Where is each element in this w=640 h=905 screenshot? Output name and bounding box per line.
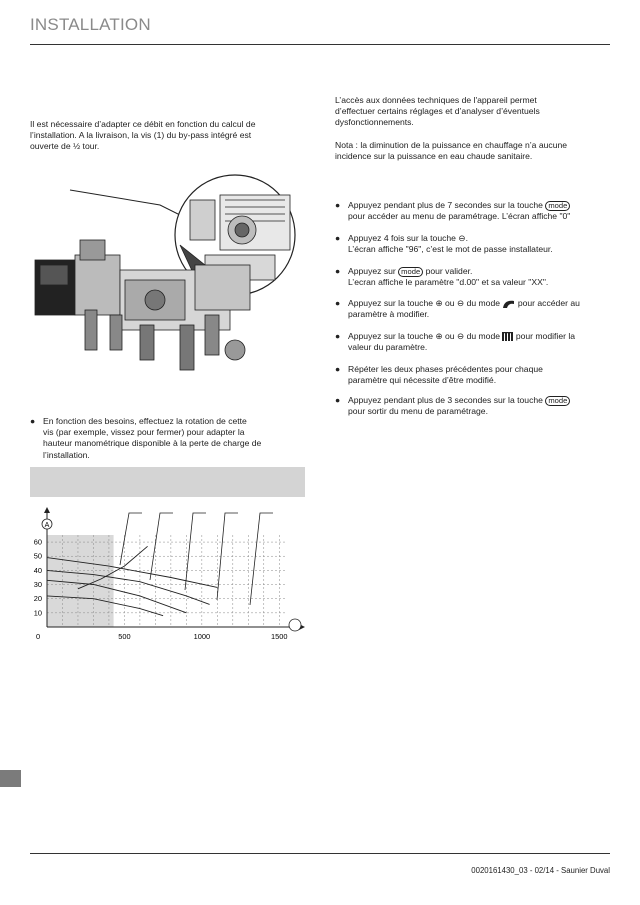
- y-tick-label: 50: [33, 551, 42, 561]
- footer-rule: [30, 853, 610, 854]
- y-tick-label: 20: [33, 594, 42, 604]
- y-axis-arrow: [44, 507, 50, 513]
- note-line: incidence sur la puissance en eau chaude sanitaire.: [335, 151, 533, 162]
- mode-key-icon: mode: [545, 396, 570, 406]
- section-title: INSTALLATION: [30, 15, 151, 34]
- bullet-dot: ●: [335, 266, 341, 276]
- step-text: valeur du paramètre.: [348, 342, 428, 353]
- step-text: L’écran affiche "96", c’est le mot de passe installateur.: [348, 244, 553, 255]
- side-tab-marker: [0, 770, 21, 787]
- step-text: pour accéder au menu de paramétrage. L’écran affiche "0": [348, 211, 571, 222]
- note-line: Nota : la diminution de la puissance en chauffage n’a aucune: [335, 140, 568, 150]
- x-axis-marker: [289, 619, 301, 631]
- minus-key-icon: ⊖: [456, 298, 465, 308]
- step-text: paramètre à modifier.: [348, 309, 430, 320]
- step-line: [348, 395, 628, 406]
- right-intro-line: d’effectuer certains réglages et d’analyser d’éventuels: [335, 106, 540, 117]
- bullet-line: l’installation.: [43, 449, 90, 460]
- pump-curve-chart: [25, 505, 310, 645]
- step-line: [348, 266, 628, 277]
- step-text: pour modifier la: [515, 331, 576, 341]
- step-text: du mode: [466, 331, 501, 341]
- footer-text: 0020161430_03 - 02/14 - Saunier Duval: [471, 866, 610, 875]
- step-text: Appuyez sur la touche: [348, 298, 434, 308]
- heating-mode-icon: [502, 299, 515, 309]
- step-text: ou: [445, 331, 455, 341]
- y-tick-label: 30: [33, 580, 42, 590]
- step-text: Appuyez sur la touche: [348, 331, 434, 341]
- step-text: du mode: [466, 298, 501, 308]
- step-line: Appuyez 4 fois sur la touche ⊖.: [348, 233, 468, 243]
- step-text: L’ecran affiche le paramètre "d.00" et sa valeur "XX".: [348, 277, 549, 288]
- bullet-adjust: [30, 416, 313, 461]
- bullet-dot: ●: [335, 233, 341, 243]
- step-1: [335, 200, 628, 222]
- left-intro: [30, 119, 256, 153]
- left-intro-line: ouverte de ½ tour.: [30, 141, 100, 152]
- x-tick-label: 0: [35, 632, 41, 641]
- y-tick-label: 60: [33, 537, 42, 547]
- y-tick-label: 40: [33, 565, 42, 575]
- step-text: Répéter les deux phases précédentes pour chaque: [348, 364, 543, 374]
- plus-key-icon: ⊕: [435, 331, 443, 341]
- bullet-dot: ●: [335, 298, 341, 308]
- step-6: [335, 364, 628, 386]
- step-line: [348, 298, 628, 309]
- left-intro-line: l’installation. A la livraison, la vis (1) du by-pass intégré est: [30, 130, 252, 141]
- step-text: Appuyez pendant plus de 7 secondes sur la touche: [348, 200, 543, 210]
- step-line: [348, 331, 628, 342]
- step-7: [335, 395, 628, 417]
- chart-caption-box: [30, 467, 305, 497]
- step-text: Appuyez sur: [348, 266, 396, 276]
- bullet-dot: ●: [30, 416, 36, 426]
- bullet-dot: ●: [335, 200, 341, 210]
- step-text: ou: [445, 298, 455, 308]
- x-tick-label: 500: [118, 632, 131, 641]
- bullet-dot: ●: [335, 331, 341, 341]
- step-text: pour accéder au: [517, 298, 580, 308]
- right-intro-line: L’accès aux données techniques de l'appareil permet: [335, 95, 537, 105]
- header-rule: [30, 44, 610, 45]
- bullet-dot: ●: [335, 395, 341, 405]
- bullet-dot: ●: [335, 364, 341, 374]
- step-text: pour sortir du menu de paramétrage.: [348, 406, 488, 417]
- y-tick-label: 10: [33, 608, 42, 618]
- callout-line: [150, 513, 173, 580]
- bypass-valve-illustration: [30, 165, 310, 380]
- mode-key-icon: mode: [545, 201, 570, 211]
- bullet-line: hauteur manométrique disponible à la perte de charge de: [43, 438, 262, 449]
- step-4: [335, 298, 628, 320]
- x-tick-label: 1500: [271, 632, 288, 641]
- y-axis-marker-label: A: [44, 522, 50, 529]
- step-text: paramètre qui nécessite d’être modifié.: [348, 375, 497, 386]
- step-text: Appuyez 4 fois sur la touche: [348, 233, 456, 243]
- step-5: [335, 331, 628, 353]
- right-intro: [335, 95, 540, 129]
- minus-key-icon: ⊖: [456, 331, 465, 341]
- step-text: pour valider.: [425, 266, 473, 276]
- right-intro-line: dysfonctionnements.: [335, 117, 414, 128]
- x-tick-label: 1000: [193, 632, 211, 641]
- right-note: [335, 140, 567, 162]
- radiator-mode-icon: [502, 332, 513, 342]
- callout-line: [250, 513, 273, 605]
- bullet-line: vis (par exemple, vissez pour fermer) pour adapter la: [43, 427, 245, 438]
- callout-line: [120, 513, 142, 565]
- bullet-line: En fonction des besoins, effectuez la rotation de cette: [43, 416, 247, 426]
- step-2: [335, 233, 628, 255]
- left-intro-line: Il est nécessaire d’adapter ce débit en fonction du calcul de: [30, 119, 256, 129]
- step-3: [335, 266, 628, 288]
- plus-key-icon: ⊕: [435, 298, 443, 308]
- mode-key-icon: mode: [398, 267, 423, 277]
- step-text: Appuyez pendant plus de 3 secondes sur la touche: [348, 395, 543, 405]
- callout-line: [185, 513, 206, 590]
- minus-key-icon: ⊖: [458, 233, 466, 243]
- step-line: [348, 200, 628, 211]
- callout-line: [217, 513, 238, 600]
